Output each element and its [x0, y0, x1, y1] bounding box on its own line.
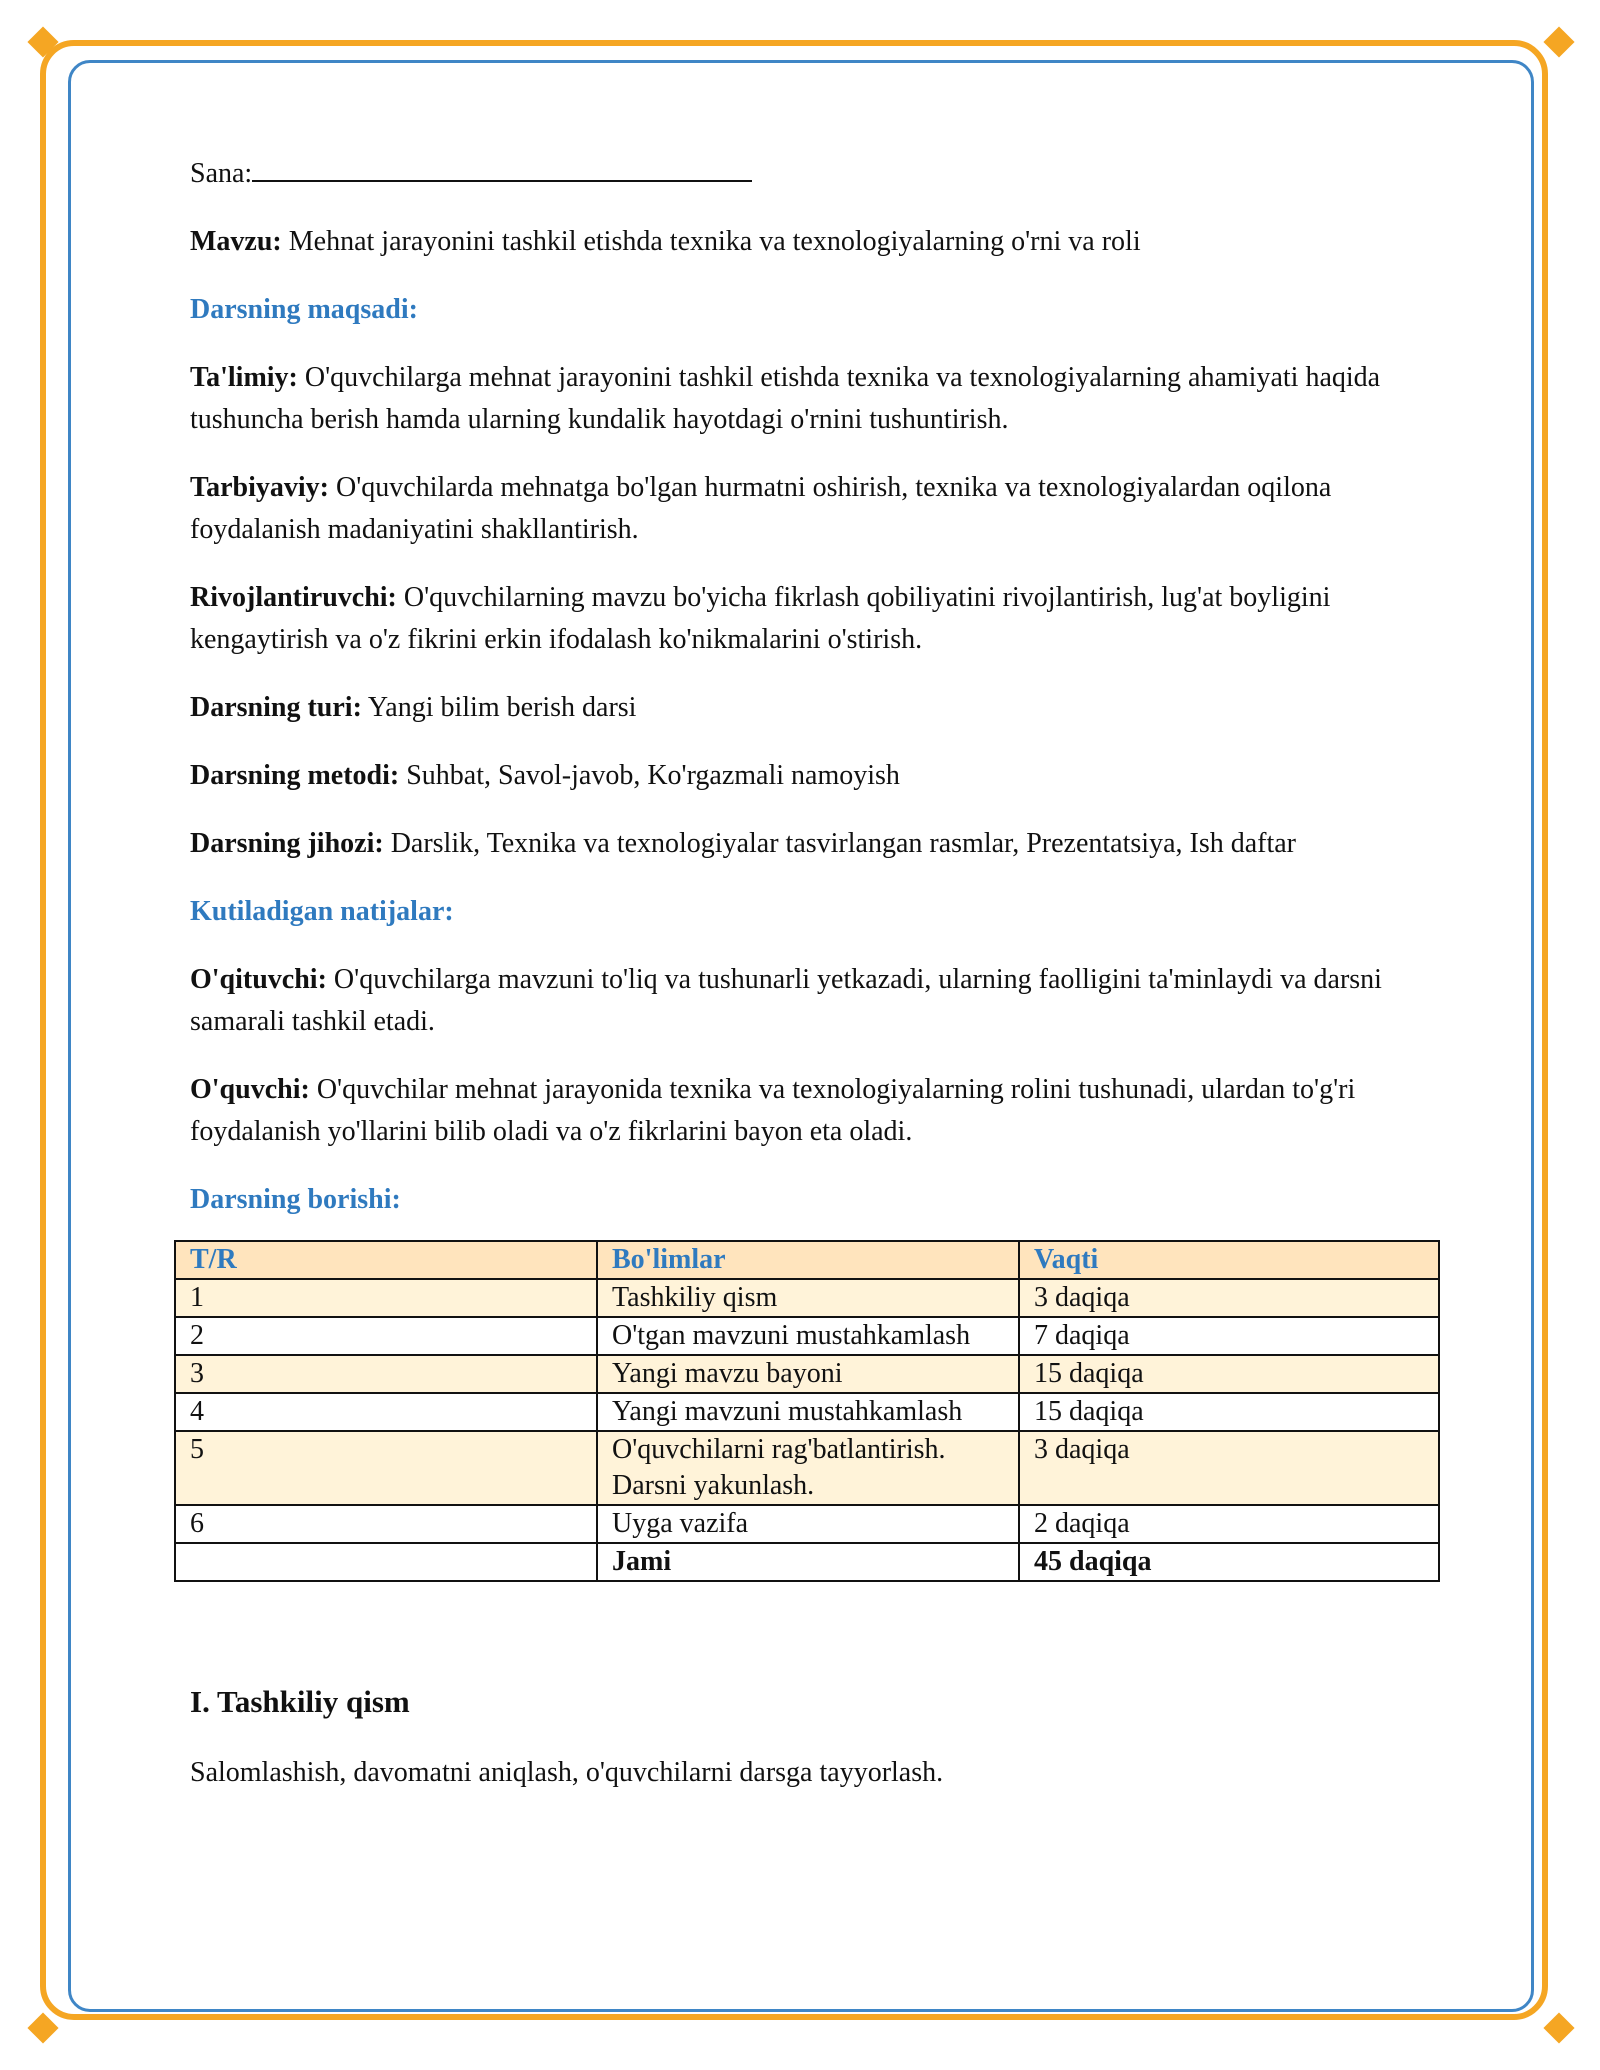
row-section: O'quvchilarni rag'batlantirish. Darsni yakunlash. [597, 1431, 1019, 1505]
table-row [175, 1393, 1439, 1431]
lesson-type-text: Yangi bilim berish darsi [361, 692, 637, 723]
expected-results-heading: Kutiladigan natijalar: [190, 896, 454, 927]
row-time: 2 daqiqa [1019, 1505, 1439, 1543]
row-time: 15 daqiqa [1019, 1393, 1439, 1431]
lesson-method-text: Suhbat, Savol-javob, Ko'rgazmali namoyish [399, 760, 900, 791]
educational-goal [190, 357, 1440, 441]
section-title-organizational: I. Tashkiliy qism [190, 1684, 410, 1719]
lesson-equipment-label: Darsning jihozi: [190, 828, 384, 859]
lesson-equipment [190, 823, 1440, 865]
table-row [175, 1355, 1439, 1393]
column-header-time: Vaqti [1019, 1241, 1439, 1279]
row-section: Uyga vazifa [597, 1505, 1019, 1543]
date-blank-line [252, 150, 752, 182]
educational-goal-text: O'quvchilarga mehnat jarayonini tashkil etishda texnika va texnologiyalarning ahamiyati haqida tushuncha berish hamda ularning kundalik hayotdagi o'rnini tushuntirish. [190, 362, 1381, 435]
row-section: Yangi mavzu bayoni [597, 1355, 1019, 1393]
corner-diamond-bottom-left [27, 2012, 58, 2043]
teacher-result [190, 959, 1440, 1043]
total-number [175, 1543, 597, 1581]
section-body-organizational: Salomlashish, davomatni aniqlash, o'quvchilarni darsga tayyorlash. [190, 1757, 944, 1788]
column-header-sections: Bo'limlar [597, 1241, 1019, 1279]
table-row [175, 1279, 1439, 1317]
teacher-result-label: O'qituvchi: [190, 964, 327, 995]
upbringing-goal-label: Tarbiyaviy: [190, 472, 329, 503]
corner-diamond-top-right [1543, 26, 1574, 57]
lesson-progress-heading: Darsning borishi: [190, 1184, 401, 1215]
topic-text: Mehnat jarayonini tashkil etishda texnika va texnologiyalarning o'rni va roli [281, 226, 1141, 257]
lesson-method-label: Darsning metodi: [190, 760, 400, 791]
table-row [175, 1505, 1439, 1543]
row-time: 3 daqiqa [1019, 1431, 1439, 1505]
lesson-method [190, 755, 1440, 797]
lesson-goals-heading: Darsning maqsadi: [190, 294, 418, 325]
topic-label: Mavzu: [190, 226, 282, 257]
row-number: 6 [175, 1505, 597, 1543]
row-number: 2 [175, 1317, 597, 1355]
row-number: 3 [175, 1355, 597, 1393]
table-row [175, 1317, 1439, 1355]
table-total-row [175, 1543, 1439, 1581]
upbringing-goal [190, 467, 1440, 551]
lesson-type-label: Darsning turi: [190, 692, 362, 723]
topic-line [190, 221, 1440, 263]
student-result-text: O'quvchilar mehnat jarayonida texnika va texnologiyalarning rolini tushunadi, ulardan to'g'ri foydalanish yo'llarini bilib oladi va o'z fikrlarini bayon eta oladi. [190, 1074, 1356, 1147]
row-number: 1 [175, 1279, 597, 1317]
teacher-result-text: O'quvchilarga mavzuni to'liq va tushunarli yetkazadi, ularning faolligini ta'minlaydi va darsni samarali tashkil etadi. [190, 964, 1382, 1037]
table-header-row [175, 1241, 1439, 1279]
row-section: Tashkiliy qism [597, 1279, 1019, 1317]
total-time: 45 daqiqa [1019, 1543, 1439, 1581]
student-result-label: O'quvchi: [190, 1074, 310, 1105]
developmental-goal-label: Rivojlantiruvchi: [190, 582, 397, 613]
row-section: Yangi mavzuni mustahkamlash [597, 1393, 1019, 1431]
upbringing-goal-text: O'quvchilarda mehnatga bo'lgan hurmatni oshirish, texnika va texnologiyalardan oqilona foydalanish madaniyatini shakllantirish. [190, 472, 1332, 545]
student-result [190, 1069, 1440, 1153]
corner-diamond-bottom-right [1543, 2012, 1574, 2043]
developmental-goal-text: O'quvchilarning mavzu bo'yicha fikrlash qobiliyatini rivojlantirish, lug'at boyligini kengaytirish va o'z fikrini erkin ifodalash ko'nikmalarini o'stirish. [190, 582, 1331, 655]
lesson-schedule-table [174, 1240, 1440, 1582]
date-line [190, 150, 1440, 195]
row-time: 3 daqiqa [1019, 1279, 1439, 1317]
row-section: O'tgan mavzuni mustahkamlash [597, 1317, 1019, 1355]
educational-goal-label: Ta'limiy: [190, 362, 298, 393]
lesson-equipment-text: Darslik, Texnika va texnologiyalar tasvirlangan rasmlar, Prezentatsiya, Ish daftar [383, 828, 1296, 859]
row-time: 15 daqiqa [1019, 1355, 1439, 1393]
table-row [175, 1431, 1439, 1505]
total-label: Jami [597, 1543, 1019, 1581]
developmental-goal [190, 577, 1440, 661]
lesson-type [190, 687, 1440, 729]
column-header-number: T/R [175, 1241, 597, 1279]
lesson-plan-body [190, 150, 1440, 1247]
date-label: Sana: [190, 158, 253, 189]
row-number: 4 [175, 1393, 597, 1431]
row-number: 5 [175, 1431, 597, 1505]
row-time: 7 daqiqa [1019, 1317, 1439, 1355]
